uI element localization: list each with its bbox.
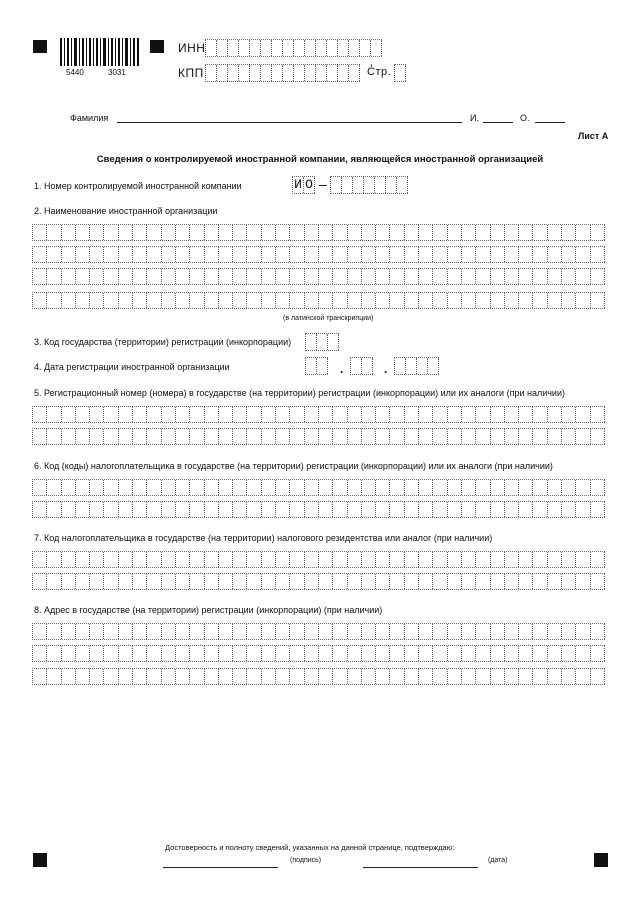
field-4-year[interactable] (394, 357, 439, 375)
field-2-label: 2. Наименование иностранной организации (34, 206, 218, 216)
page-number-field[interactable] (371, 64, 372, 66)
field-5-row[interactable] (32, 428, 605, 445)
page-number-cells[interactable] (394, 64, 406, 82)
field-5-row[interactable] (32, 406, 605, 423)
field-4-sep-1: . (340, 362, 344, 376)
registration-mark-top-middle (150, 40, 164, 53)
date-label: (дата) (488, 857, 508, 864)
signature-line[interactable] (163, 867, 278, 868)
field-4-label: 4. Дата регистрации иностранной организации (34, 362, 230, 372)
field-3-input[interactable] (305, 333, 339, 351)
kpp-label: КПП (178, 66, 204, 80)
barcode-number-left: 5440 (66, 68, 84, 77)
field-4-sep-2: . (384, 362, 388, 376)
field-8-row[interactable] (32, 645, 605, 662)
field-4-day[interactable] (305, 357, 328, 375)
confirm-text: Достоверность и полноту сведений, указанных на данной странице, подтверждаю: (165, 843, 455, 852)
surname-line[interactable] (117, 122, 462, 123)
field-2-row[interactable] (32, 268, 605, 285)
field-6-row[interactable] (32, 501, 605, 518)
barcode (60, 38, 140, 68)
field-5-label: 5. Регистрационный номер (номера) в государстве (на территории) регистрации (инкорпорации) или их аналоги (при наличии) (34, 388, 565, 398)
barcode-number-right: 3031 (108, 68, 126, 77)
field-7-row[interactable] (32, 551, 605, 568)
registration-mark-bottom-right (594, 853, 608, 867)
initial-o-label: О. (520, 113, 530, 123)
field-8-row[interactable] (32, 668, 605, 685)
field-7-row[interactable] (32, 573, 605, 590)
field-1-input[interactable] (292, 176, 315, 194)
inn-field[interactable] (205, 39, 382, 57)
surname-label: Фамилия (70, 113, 109, 123)
field-2-row[interactable] (32, 246, 605, 263)
field-8-label: 8. Адрес в государстве (на территории) регистрации (инкорпорации) (при наличии) (34, 605, 383, 615)
field-8-row[interactable] (32, 623, 605, 640)
inn-label: ИНН (178, 41, 206, 55)
field-1-prefix-char: И (293, 177, 304, 193)
initial-i-line[interactable] (483, 122, 513, 123)
signature-label: (подпись) (290, 857, 322, 864)
initial-o-line[interactable] (535, 122, 565, 123)
field-2-row[interactable] (32, 224, 605, 241)
date-line[interactable] (363, 867, 478, 868)
field-4-month[interactable] (350, 357, 373, 375)
field-6-label: 6. Код (коды) налогоплательщика в государстве (на территории) регистрации (инкорпорации) или их аналоги (при наличии) (34, 461, 553, 471)
registration-mark-bottom-left (33, 853, 47, 867)
field-2-note: (в латинской транскрипции) (283, 315, 374, 322)
field-1-dash: – (319, 176, 327, 192)
initial-i-label: И. (470, 113, 479, 123)
page-title: Сведения о контролируемой иностранной компании, являющейся иностранной организацией (96, 154, 544, 165)
field-1-number-cells[interactable] (330, 176, 408, 194)
page-label: Стр. (367, 66, 392, 78)
field-6-row[interactable] (32, 479, 605, 496)
kpp-field[interactable] (205, 64, 360, 82)
field-7-label: 7. Код налогоплательщика в государстве (на территории) налогового резидентства или аналог (при наличии) (34, 533, 493, 543)
field-1-label: 1. Номер контролируемой иностранной компании (34, 181, 242, 191)
registration-mark-top-left (33, 40, 47, 53)
field-1-prefix-char: О (304, 177, 315, 193)
field-2-row[interactable] (32, 292, 605, 309)
field-3-label: 3. Код государства (территории) регистрации (инкорпорации) (34, 337, 292, 347)
sheet-label: Лист А (578, 131, 609, 141)
